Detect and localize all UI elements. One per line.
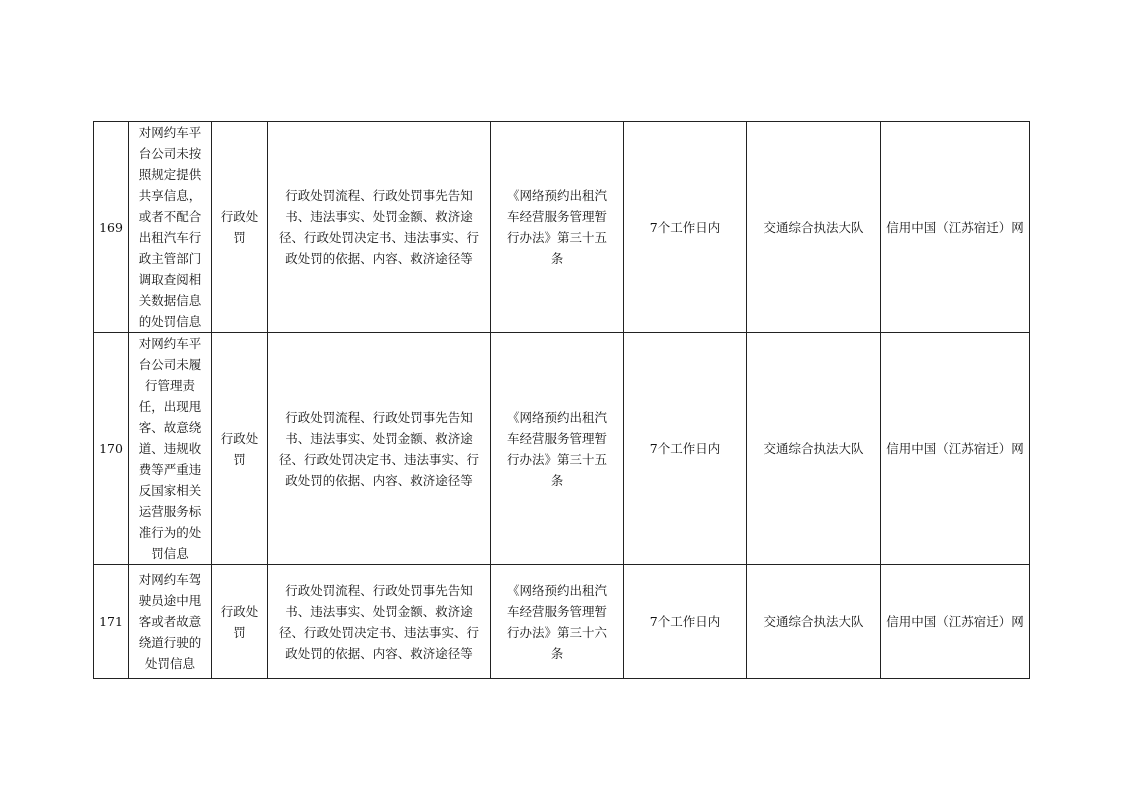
- row-number: 170: [94, 333, 129, 565]
- legal-basis: 《网络预约出租汽车经营服务管理暂行办法》第三十五条: [491, 333, 624, 565]
- publication-site: 信用中国（江苏宿迁）网: [881, 333, 1030, 565]
- publication-site: 信用中国（江苏宿迁）网: [881, 122, 1030, 333]
- disclosure-content: 行政处罚流程、行政处罚事先告知书、违法事实、处罚金额、救济途径、行政处罚决定书、违法事实、行政处罚的依据、内容、救济途径等: [268, 122, 491, 333]
- table-row: [94, 122, 1030, 333]
- item-type: 行政处罚: [212, 122, 268, 333]
- legal-basis: 《网络预约出租汽车经营服务管理暂行办法》第三十五条: [491, 122, 624, 333]
- disclosure-content: 行政处罚流程、行政处罚事先告知书、违法事实、处罚金额、救济途径、行政处罚决定书、违法事实、行政处罚的依据、内容、救济途径等: [268, 333, 491, 565]
- time-limit: 7个工作日内: [624, 122, 747, 333]
- item-title: 对网约车驾驶员途中甩客或者故意绕道行驶的处罚信息: [129, 565, 212, 679]
- item-type: 行政处罚: [212, 565, 268, 679]
- item-title: 对网约车平台公司未按照规定提供共享信息，或者不配合出租汽车行政主管部门调取查阅相关数据信息的处罚信息: [129, 122, 212, 333]
- publication-site: 信用中国（江苏宿迁）网: [881, 565, 1030, 679]
- table-row: [94, 565, 1030, 679]
- time-limit: 7个工作日内: [624, 333, 747, 565]
- row-number: 169: [94, 122, 129, 333]
- item-title: 对网约车平台公司未履行管理责任，出现甩客、故意绕道、违规收费等严重违反国家相关运营服务标准行为的处罚信息: [129, 333, 212, 565]
- row-number: 171: [94, 565, 129, 679]
- responsible-department: 交通综合执法大队: [747, 122, 881, 333]
- disclosure-content: 行政处罚流程、行政处罚事先告知书、违法事实、处罚金额、救济途径、行政处罚决定书、违法事实、行政处罚的依据、内容、救济途径等: [268, 565, 491, 679]
- legal-basis: 《网络预约出租汽车经营服务管理暂行办法》第三十六条: [491, 565, 624, 679]
- responsible-department: 交通综合执法大队: [747, 565, 881, 679]
- responsible-department: 交通综合执法大队: [747, 333, 881, 565]
- item-type: 行政处罚: [212, 333, 268, 565]
- disclosure-table: [93, 121, 1030, 679]
- table-row: [94, 333, 1030, 565]
- time-limit: 7个工作日内: [624, 565, 747, 679]
